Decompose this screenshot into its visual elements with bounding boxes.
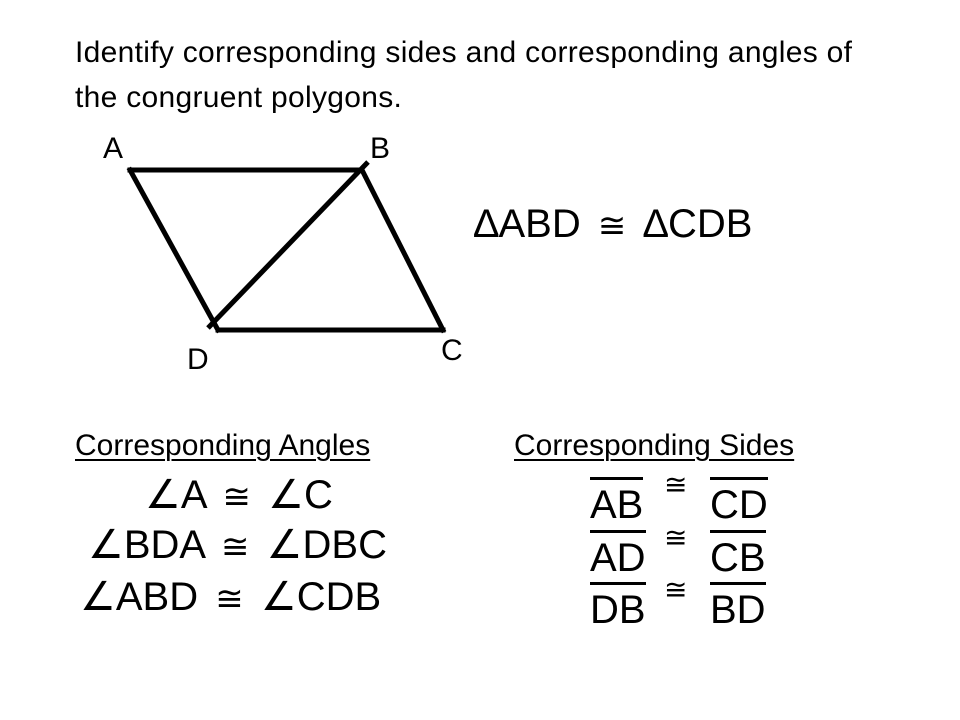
vertex-label-b: B: [370, 132, 391, 165]
angle-row-3: [80, 574, 381, 622]
angle-dbc: ∠DBC: [266, 523, 387, 567]
congruent-symbol: ≅: [221, 528, 250, 566]
angle-bda: ∠BDA: [88, 523, 204, 567]
congruence-statement: [474, 200, 752, 250]
angle-cdb: ∠CDB: [260, 575, 382, 619]
sides-heading: Corresponding Sides: [514, 429, 795, 462]
side-da: [130, 170, 218, 330]
segment-cd: CD: [710, 477, 768, 528]
angle-c: ∠C: [268, 473, 333, 517]
vertex-label-d: D: [187, 343, 209, 376]
angle-a: ∠A: [145, 473, 206, 517]
segment-ab: AB: [590, 477, 643, 528]
angle-row-2: [88, 522, 387, 570]
congruent-symbol: ≅: [222, 478, 251, 516]
triangle-abd: ∆ABD: [474, 202, 581, 246]
congruent-symbol: ≅: [664, 574, 688, 605]
side-bc: [362, 170, 443, 330]
congruent-symbol: ≅: [664, 469, 688, 500]
segment-bd: BD: [710, 582, 766, 633]
congruent-symbol: ≅: [215, 580, 244, 618]
segment-db: DB: [590, 582, 646, 633]
angle-row-1: [145, 472, 333, 520]
angles-heading: Corresponding Angles: [75, 429, 371, 462]
vertex-label-c: C: [441, 334, 463, 367]
congruent-symbol: ≅: [664, 522, 688, 553]
angle-abd: ∠ABD: [80, 575, 199, 619]
segment-cb: CB: [710, 530, 766, 581]
congruent-symbol: ≅: [597, 207, 627, 245]
vertex-label-a: A: [103, 132, 124, 165]
prompt-text: Identify corresponding sides and corresponding angles of the congruent polygons.: [75, 36, 853, 114]
triangle-cdb: ∆CDB: [643, 202, 753, 246]
diagonal-bd: [208, 162, 368, 328]
segment-ad: AD: [590, 530, 646, 581]
